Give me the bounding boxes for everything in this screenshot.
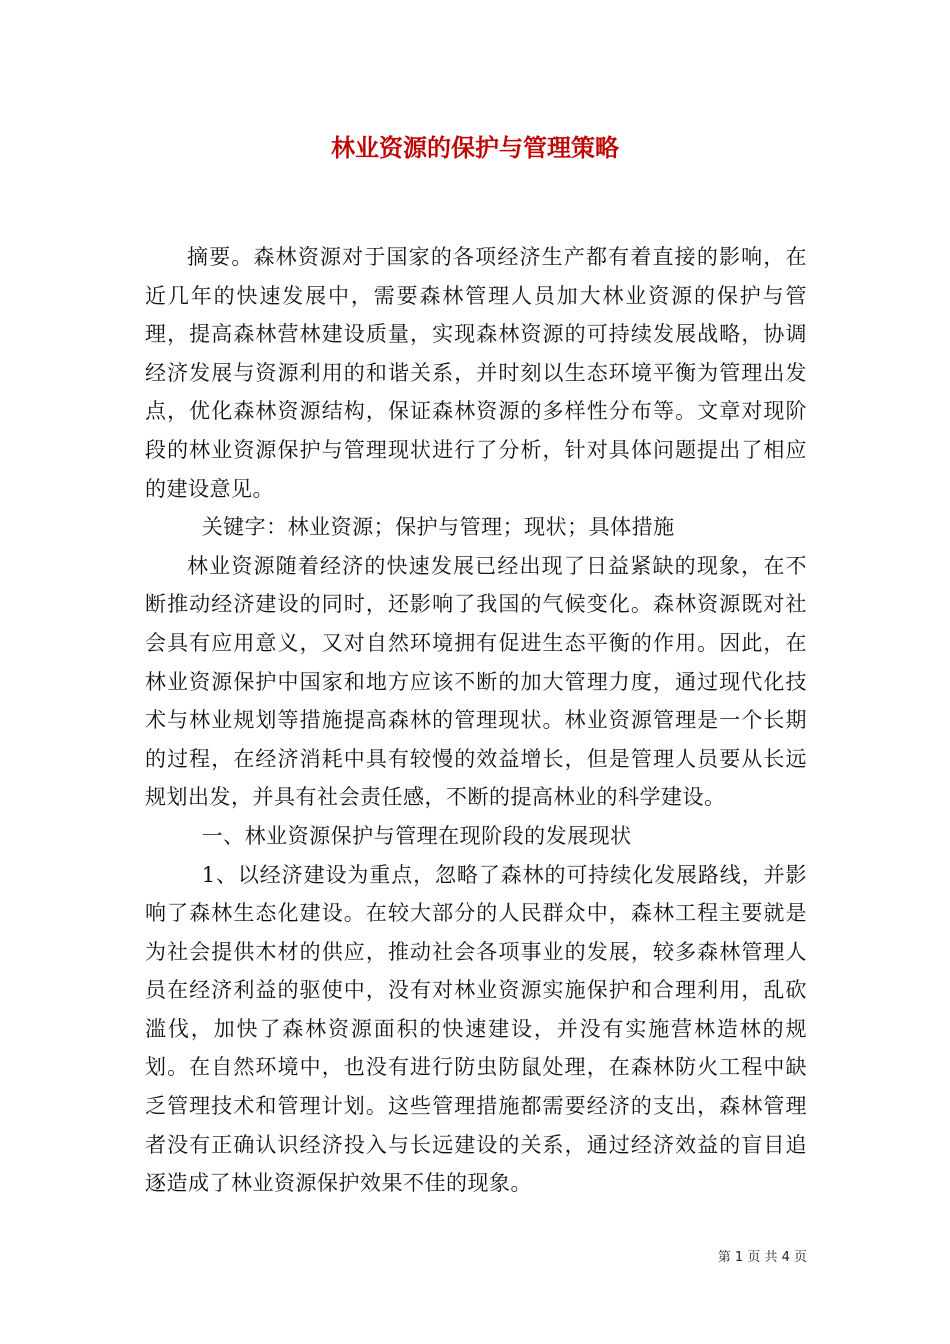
page-number-footer: 第 1 页 共 4 页	[717, 1250, 807, 1265]
intro-paragraph: 林业资源随着经济的快速发展已经出现了日益紧缺的现象，在不断推动经济建设的同时，还影响了我国的气候变化。森林资源既对社会具有应用意义，又对自然环境拥有促进生态平衡的作用。因此，在林业资源保护中国家和地方应该不断的加大管理力度，通过现代化技术与林业规划等措施提高森林的管理现状。林业资源管理是一个长期的过程，在经济消耗中具有较慢的效益增长，但是管理人员要从长远规划出发，并具有社会责任感，不断的提高林业的科学建设。	[145, 553, 807, 810]
abstract-paragraph: 摘要。森林资源对于国家的各项经济生产都有着直接的影响，在近几年的快速发展中，需要森林管理人员加大林业资源的保护与管理，提高森林营林建设质量，实现森林资源的可持续发展战略，协调经济发展与资源利用的和谐关系，并时刻以生态环境平衡为管理出发点，优化森林资源结构，保证森林资源的多样性分布等。文章对现阶段的林业资源保护与管理现状进行了分析，针对具体问题提出了相应的建设意见。	[145, 245, 807, 501]
section-heading: 一、林业资源保护与管理在现阶段的发展现状	[201, 823, 632, 848]
document-body	[145, 238, 807, 1203]
document-title: 林业资源的保护与管理策略	[331, 133, 619, 162]
section-paragraph: 1、以经济建设为重点，忽略了森林的可持续化发展路线，并影响了森林生态化建设。在较大部分的人民群众中，森林工程主要就是为社会提供木材的供应，推动社会各项事业的发展，较多森林管理人员在经济利益的驱使中，没有对林业资源实施保护和合理利用，乱砍滥伐，加快了森林资源面积的快速建设，并没有实施营林造林的规划。在自然环境中，也没有进行防虫防鼠处理，在森林防火工程中缺乏管理技术和管理计划。这些管理措施都需要经济的支出，森林管理者没有正确认识经济投入与长远建设的关系，通过经济效益的盲目追逐造成了林业资源保护效果不佳的现象。	[145, 862, 807, 1196]
keywords-paragraph: 关键字：林业资源；保护与管理；现状；具体措施	[201, 515, 675, 540]
